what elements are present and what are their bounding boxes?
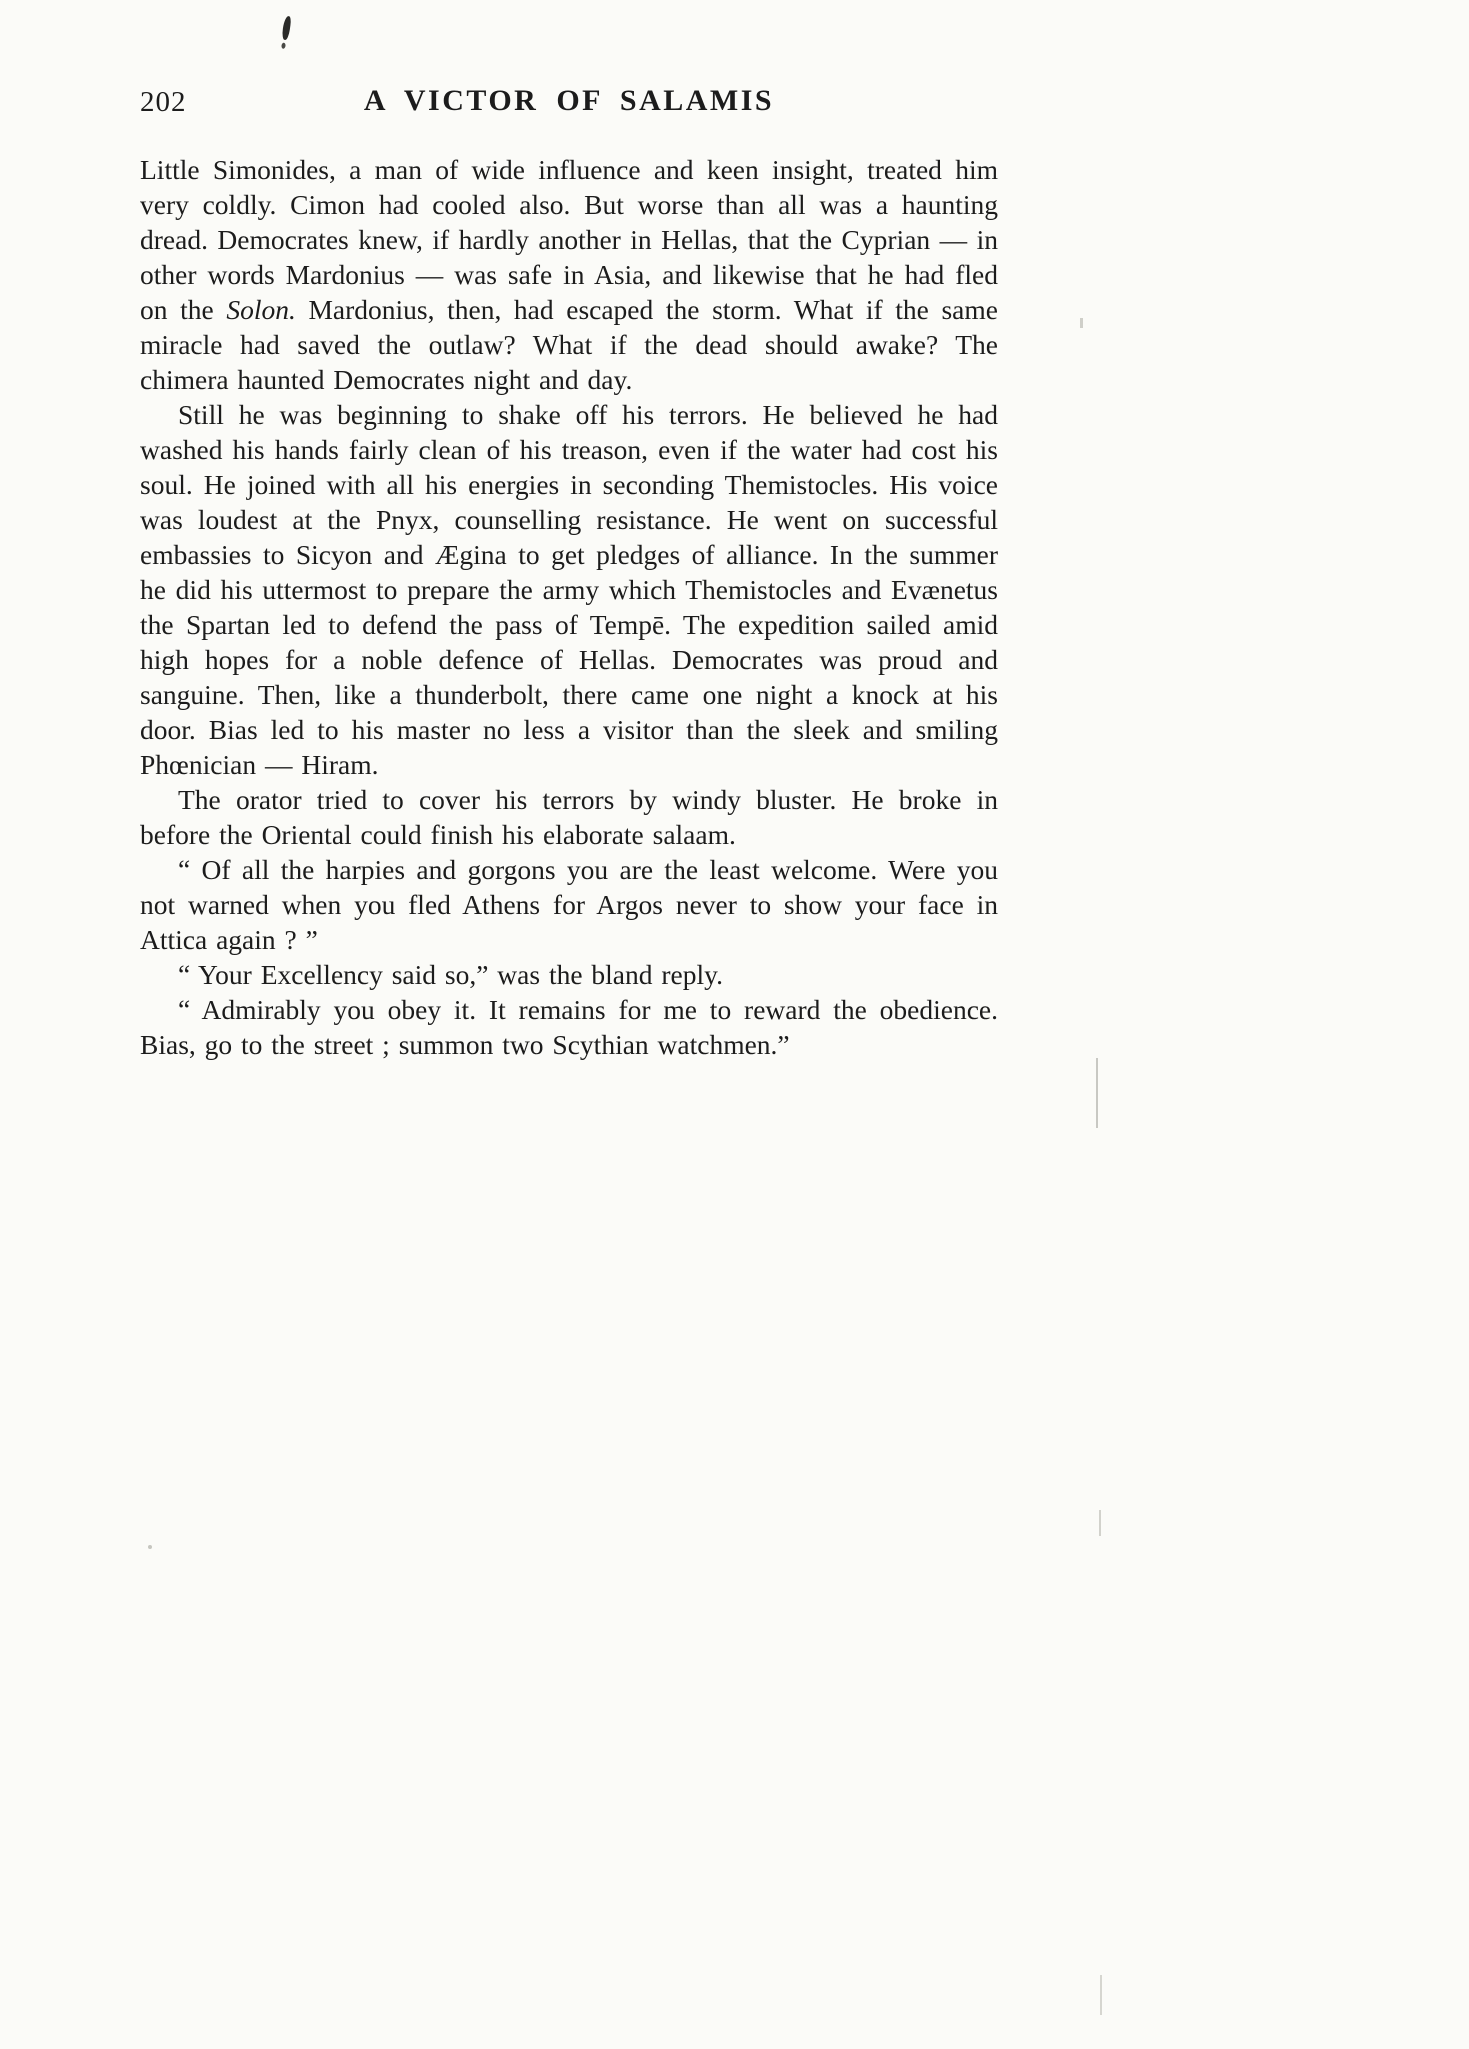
italic-text-segment: Solon. [226, 294, 296, 325]
text-segment: Little Simonides, a man of wide influence and keen insight, treated him very coldly. Cimon had cooled also. But worse than all was a haunting dread. Democrates knew, if hardly another in Hellas, that the Cyprian — in other words Mardonius — was safe in Asia, and likewise that he had fled on the [140, 154, 998, 325]
scan-artifact-line [1100, 1975, 1102, 2015]
scan-artifact-line [1096, 1058, 1098, 1128]
page-header [140, 80, 998, 124]
paragraph [140, 957, 998, 992]
paragraph [140, 397, 998, 782]
text-segment: The orator tried to cover his terrors by windy bluster. He broke in before the Oriental could finish his elaborate salaam. [140, 784, 998, 850]
text-segment: “ Of all the harpies and gorgons you are the least welcome. Were you not warned when you fled Athens for Argos never to show your face in Attica again ? ” [140, 854, 998, 955]
page-number: 202 [140, 86, 187, 118]
text-segment: “ Admirably you obey it. It remains for me to reward the obedience. Bias, go to the street ; summon two Scythian watchmen.” [140, 994, 998, 1060]
paragraph [140, 782, 998, 852]
text-segment: “ Your Excellency said so,” was the bland reply. [178, 959, 723, 990]
scan-artifact-dot [1080, 318, 1083, 328]
paragraph [140, 152, 998, 397]
text-block [140, 80, 998, 1062]
text-segment: Mardonius, then, had escaped the storm. What if the same miracle had saved the outlaw? What if the dead should awake? The chimera haunted Democrates night and day. [140, 294, 998, 395]
ink-mark-artifact [281, 16, 291, 41]
text-segment: Still he was beginning to shake off his terrors. He believed he had washed his hands fairly clean of his treason, even if the water had cost his soul. He joined with all his energies in seconding Themistocles. His voice was loudest at the Pnyx, counselling resistance. He went on successful embassies to Sicyon and Ægina to get pledges of alliance. In the summer he did his uttermost to prepare the army which Themistocles and Evænetus the Spartan led to defend the pass of Tempē. The expedition sailed amid high hopes for a noble defence of Hellas. Democrates was proud and sanguine. Then, like a thunderbolt, there came one night a knock at his door. Bias led to his master no less a visitor than the sleek and smiling Phœnician — Hiram. [140, 399, 998, 780]
page-title: A VICTOR OF SALAMIS [363, 84, 775, 117]
scan-artifact-dot [148, 1545, 152, 1549]
paragraph [140, 852, 998, 957]
page-body [140, 152, 998, 1062]
scan-artifact-line [1099, 1510, 1101, 1536]
paragraph [140, 992, 998, 1062]
